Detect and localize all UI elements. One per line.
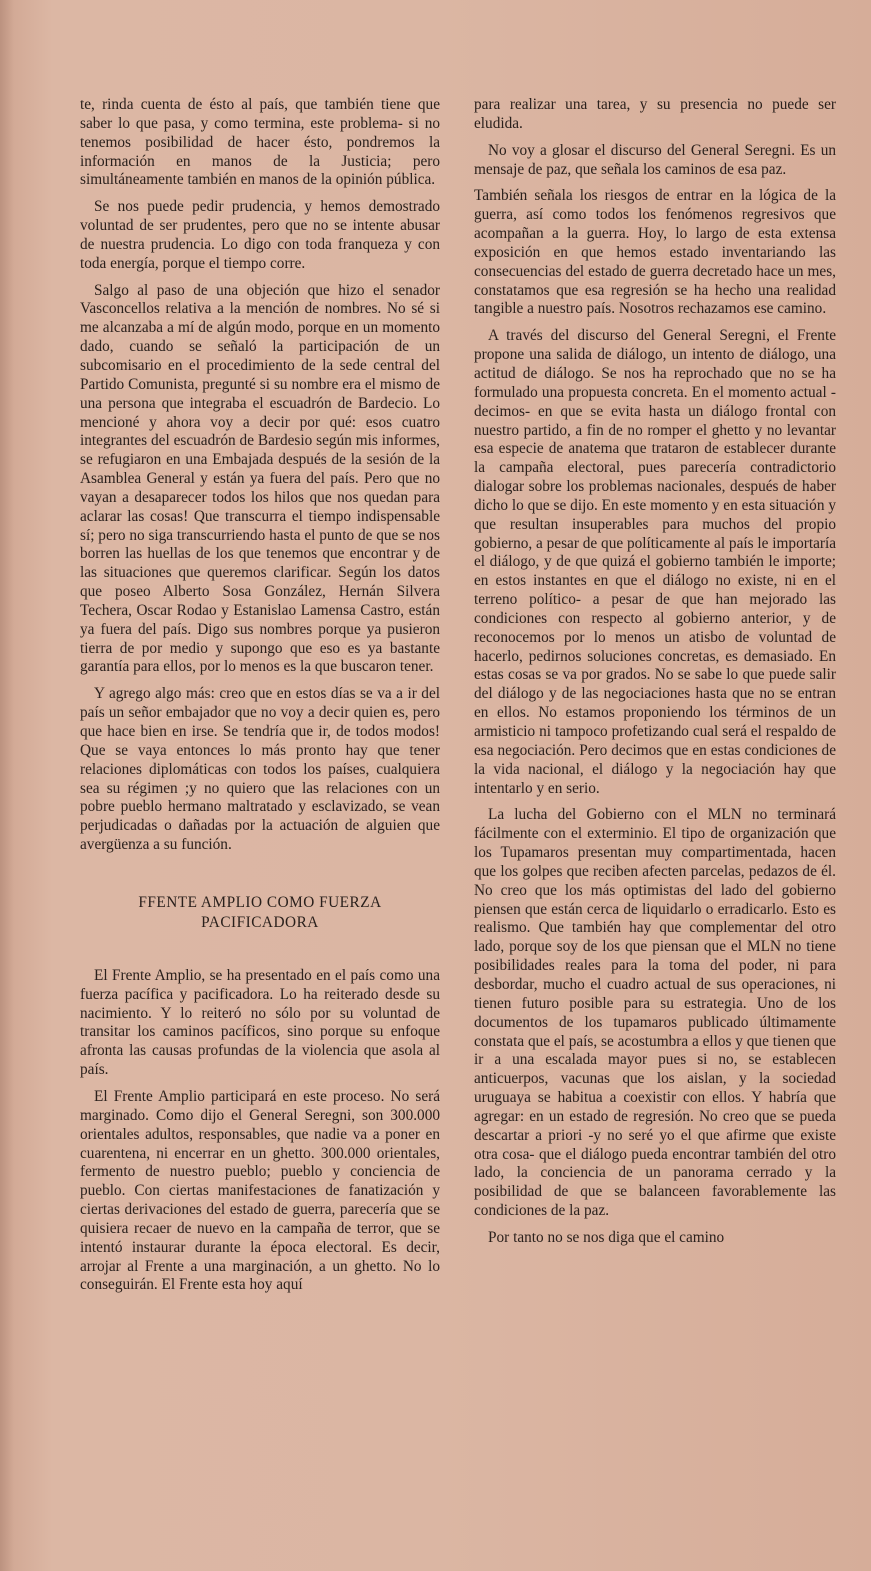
paragraph: A través del discurso del General Seregni, el Frente propone una salida de diálogo, un intento de diálogo, una actitud de diálogo. Se nos ha reprochado que no se ha formulado una propuesta concreta. En el momento actual -decimos- en que se evita hasta un diálogo frontal con nuestro partido, a fin de no romper el ghetto y no levantar esa especie de anatema que trataron de establecer durante la campaña electoral, pues parecería contradictorio dialogar sobre los problemas nacionales, después de haber dicho lo que se dijo. En este momento y en esta situación y que resultan insuperables para muchos del propio gobierno, a pesar de que políticamente al país le importaría el diálogo, y de que quizá el gobierno también le importe; en estos instantes en que el diálogo no existe, ni en el terreno político- a pesar de que han mejorado las condiciones con respecto al gobierno anterior, y de reconocemos por lo menos un atisbo de voluntad de hacerlo, pedirnos soluciones concretas, es demasiado. En estas cosas se va por grados. No se sabe lo que puede salir del diálogo y de las negociaciones hasta que no se entran en ellos. No estamos proponiendo los términos de un armisticio ni tampoco profetizando cual será el respaldo de esa negociación. Pero decimos que en estas condiciones de la vida nacional, el diálogo y la negociación hay que intentarlo y en serio. xyxy=(474,327,836,797)
paragraph: No voy a glosar el discurso del General Seregni. Es un mensaje de paz, que señala los caminos de esa paz. xyxy=(474,141,836,178)
paragraph: Por tanto no se nos diga que el camino xyxy=(488,1228,725,1246)
paragraph: La lucha del Gobierno con el MLN no terminará fácilmente con el exterminio. El tipo de organización que los Tupamaros presentan muy compartimentada, hacen que los golpes que reciben afecten parcelas, pedazos de él. No creo que los más optimistas del lado del gobierno piensen que están cerca de liquidarlo o erradicarlo. Esto es realismo. Que también hay que complementar del otro lado, porque soy de los que piensan que el MLN no tiene posibilidades reales para la toma del poder, ni para desbordar, mucho el cuadro actual de sus operaciones, ni tienen futuro posible para su estrategia. Uno de los documentos de los tupamaros publicado últimamente constata que el país, se acostumbra a ellos y que tienen que ir a una escalada mayor pues si no, se establecen anticuerpos, vacunas que los aislan, y la sociedad uruguaya se habitua a coexistir con ellos. Y habría que agregar: en un estado de regresión. No creo que se pueda descartar a priori -y no seré yo el que afirme que existe otra cosa- que el diálogo pueda encontrar también del otro lado, la conciencia de un panorama cerrado y la posibilidad de que se balanceen favorablemente las condiciones de la paz. xyxy=(474,806,836,1220)
paragraph: Salgo al paso de una objeción que hizo el senador Vasconcellos relativa a la mención de nombres. No sé si me alcanzaba a mí de algún modo, porque en un momento dado, cuando se señaló la participación de un subcomisario en el procedimiento de la sede central del Partido Comunista, pregunté si su nombre era el mismo de una persona que integraba el escuadrón de Bardecio. Lo mencioné y ahora voy a decir por qué: esos cuatro integrantes del escuadrón de Bardesio según mis informes, se refugiaron en una Embajada después de la sesión de la Asamblea General y están ya fuera del país. Pero que no vayan a desaparecer todos los hilos que nos quedan para aclarar las cosas! Que transcurra el tiempo indispensable sí; pero no siga transcurriendo hasta el punto de que se nos borren las huellas de los que tenemos que encontrar y de las situaciones que queremos clarificar. Según los datos que poseo Alberto Sosa González, Hernán Silvera Techera, Oscar Rodao y Estanislao Lamensa Castro, están ya fuera del país. Digo sus nombres porque ya pusieron tierra de por medio y supongo que eso es ya bastante garantía para ellos, por lo menos es la que buscaron tener. xyxy=(80,281,440,676)
right-column xyxy=(474,96,836,1248)
paragraph: Se nos puede pedir prudencia, y hemos demostrado voluntad de ser prudentes, pero que no se intente abusar de nuestra prudencia. Lo digo con toda franqueza y con toda energía, porque el tiempo corre. xyxy=(80,198,440,272)
paragraph: Y agrego algo más: creo que en estos días se va a ir del país un señor embajador que no voy a decir quien es, pero que hace bien en irse. Se tendría que ir, de todos modos! Que se vaya entonces lo más pronto hay que tener relaciones diplomáticas con todos los países, cualquiera sea su régimen ;y no quiero que las relaciones con un pobre pueblo hermano maltratado y esclavizado, se vean perjudicadas o dañadas por la actuación de alguien que avergüenza a su función. xyxy=(80,685,440,854)
paragraph: te, rinda cuenta de ésto al país, que también tiene que saber lo que pasa, y como termina, este problema- si no tenemos posibilidad de hacer ésto, pondremos la información en manos de la Justicia; pero simultáneamente también en manos de la opinión pública. xyxy=(80,96,440,189)
paragraph: También señala los riesgos de entrar en la lógica de la guerra, así como todos los fenómenos regresivos que acompañan a la guerra. Hoy, lo largo de esta extensa exposición en que hemos estado inventariando las consecuencias del estado de guerra decretado hace un mes, constatamos que esa regresión se ha hecho una realidad tangible a nuestro país. Nosotros rechazamos ese camino. xyxy=(474,187,836,318)
paragraph: El Frente Amplio, se ha presentado en el país como una fuerza pacífica y pacificadora. Lo ha reiterado desde su nacimiento. Y lo reiteró no sólo por su voluntad de transitar los caminos pacíficos, sino porque su enfoque afronta las causas profundas de la violencia que asola al país. xyxy=(80,966,440,1079)
section-heading: FFENTE AMPLIO COMO FUERZA PACIFICADORA xyxy=(138,893,382,931)
page-fold-shadow xyxy=(0,0,14,1571)
paragraph: El Frente Amplio participará en este proceso. No será marginado. Como dijo el General Seregni, son 300.000 orientales adultos, responsables, que nadie va a poner en cuarentena, ni encerrar en un ghetto. 300.000 orientales, fermento de nuestro pueblo; pueblo y conciencia de pueblo. Con ciertas manifestaciones de fanatización y ciertas derivaciones del estado de guerra, parecería que se quisiera recaer de nuevo en la campaña de terror, que se intentó instaurar durante la época electoral. Es decir, arrojar al Frente a una marginación, a un ghetto. No lo conseguirán. El Frente esta hoy aquí xyxy=(80,1087,440,1294)
paragraph: para realizar una tarea, y su presencia no puede ser eludida. xyxy=(474,96,836,132)
left-column xyxy=(80,96,440,1295)
